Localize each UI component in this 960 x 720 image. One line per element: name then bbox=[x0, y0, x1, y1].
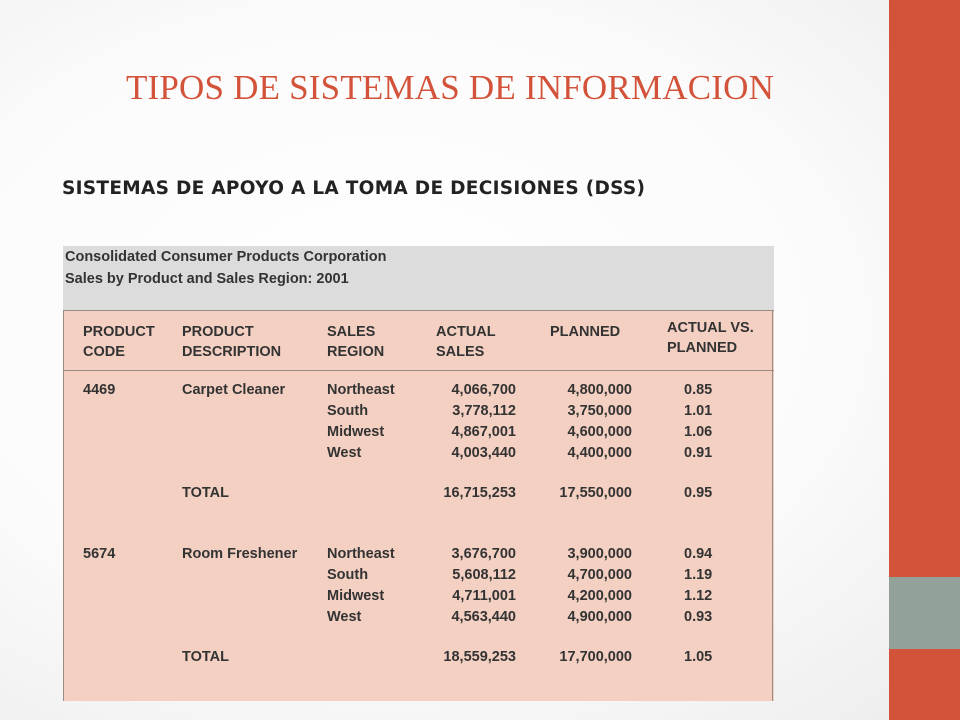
header-rule bbox=[63, 370, 774, 371]
total-actual-sales: 16,715,253 bbox=[443, 485, 516, 501]
accent-bar-bottom bbox=[889, 649, 960, 720]
sales-region: South bbox=[327, 567, 369, 583]
actual-sales: 4,563,440 bbox=[451, 609, 516, 625]
sales-region: Midwest bbox=[327, 424, 385, 440]
actual-sales: 4,867,001 bbox=[451, 424, 516, 440]
actual-sales: 4,003,440 bbox=[451, 445, 516, 461]
actual-sales: 3,778,112 bbox=[452, 403, 516, 419]
total-planned-sales: 17,550,000 bbox=[559, 485, 632, 501]
header-sales-region: SALES REGION bbox=[327, 324, 385, 360]
sales-region: West bbox=[327, 609, 362, 625]
total-label: TOTAL bbox=[182, 649, 229, 665]
actual-vs-planned: 1.01 bbox=[684, 403, 713, 419]
planned-sales: 4,600,000 bbox=[567, 424, 632, 440]
product-description: Carpet Cleaner bbox=[182, 382, 286, 398]
report-table bbox=[63, 310, 774, 701]
planned-sales: 4,700,000 bbox=[567, 567, 632, 583]
report-company-name: Consolidated Consumer Products Corporation bbox=[65, 249, 387, 265]
planned-sales: 4,800,000 bbox=[567, 382, 632, 398]
header-product-code: PRODUCT CODE bbox=[83, 324, 155, 360]
planned-sales: 3,750,000 bbox=[567, 403, 632, 419]
actual-vs-planned: 0.85 bbox=[684, 382, 713, 398]
actual-vs-planned: 0.94 bbox=[684, 546, 713, 562]
product-code: 4469 bbox=[83, 382, 116, 398]
sales-region: Northeast bbox=[327, 382, 395, 398]
slide-title: TIPOS DE SISTEMAS DE INFORMACION bbox=[125, 68, 775, 107]
actual-sales: 4,066,700 bbox=[451, 382, 516, 398]
actual-vs-planned: 0.91 bbox=[684, 445, 713, 461]
sales-region: West bbox=[327, 445, 362, 461]
report-subtitle: Sales by Product and Sales Region: 2001 bbox=[65, 271, 349, 287]
total-label: TOTAL bbox=[182, 485, 229, 501]
header-product-description: PRODUCT DESCRIPTION bbox=[182, 324, 282, 360]
actual-vs-planned: 1.06 bbox=[684, 424, 713, 440]
planned-sales: 4,400,000 bbox=[567, 445, 632, 461]
actual-sales: 3,676,700 bbox=[451, 546, 516, 562]
report-header bbox=[63, 246, 774, 310]
total-actual-sales: 18,559,253 bbox=[443, 649, 516, 665]
total-planned-sales: 17,700,000 bbox=[559, 649, 632, 665]
header-actual-vs-planned: ACTUAL VS. PLANNED bbox=[667, 320, 754, 356]
sales-region: Midwest bbox=[327, 588, 385, 604]
sales-region: Northeast bbox=[327, 546, 395, 562]
total-actual-vs-planned: 0.95 bbox=[684, 485, 713, 501]
actual-vs-planned: 1.19 bbox=[684, 567, 713, 583]
actual-sales: 4,711,001 bbox=[452, 588, 516, 604]
planned-sales: 4,200,000 bbox=[567, 588, 632, 604]
planned-sales: 4,900,000 bbox=[567, 609, 632, 625]
header-planned: PLANNED bbox=[550, 324, 621, 340]
sales-region: South bbox=[327, 403, 369, 419]
sales-report bbox=[63, 246, 774, 701]
total-actual-vs-planned: 1.05 bbox=[684, 649, 713, 665]
product-code: 5674 bbox=[83, 546, 116, 562]
product-description: Room Freshener bbox=[182, 546, 298, 562]
planned-sales: 3,900,000 bbox=[567, 546, 632, 562]
accent-bar-middle bbox=[889, 577, 960, 649]
actual-sales: 5,608,112 bbox=[452, 567, 516, 583]
slide-subtitle: SISTEMAS DE APOYO A LA TOMA DE DECISIONES (DSS) bbox=[62, 178, 646, 199]
header-actual-sales: ACTUAL SALES bbox=[436, 324, 496, 360]
actual-vs-planned: 0.93 bbox=[684, 609, 713, 625]
actual-vs-planned: 1.12 bbox=[684, 588, 713, 604]
